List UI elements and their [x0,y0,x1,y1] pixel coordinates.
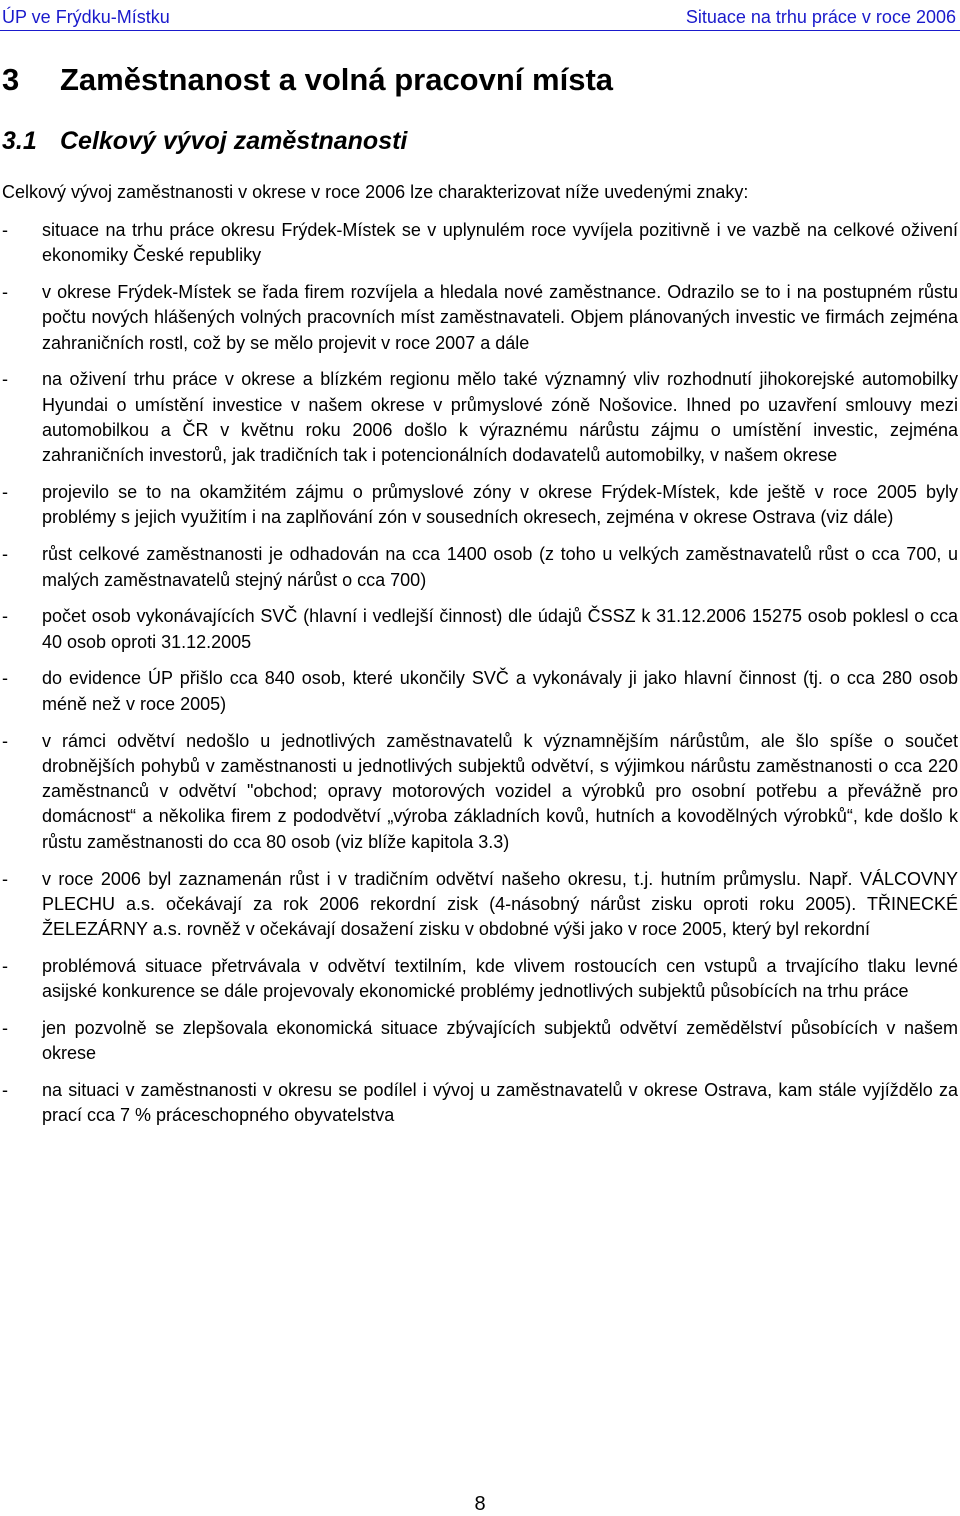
list-item-text: do evidence ÚP přišlo cca 840 osob, které ukončily SVČ a vykonávaly ji jako hlavní činnost (tj. o cca 280 osob méně než v roce 2005) [42,668,958,714]
list-dash: - [2,868,8,889]
list-dash: - [2,544,8,565]
list-dash: - [2,668,8,689]
list-item-text: v rámci odvětví nedošlo u jednotlivých zaměstnavatelů k významnějším nárůstům, ale šlo spíše o součet drobnějších pohybů v zaměstnanosti u jednotlivých subjektů odvětví, s výjimkou nárůstu zaměstnanosti o cca 220 zaměstnanců v odvětví "obchod; opravy motorových vozidel a výrobků pro osobní potřebu a převážně pro domácnost“ a několika firem z pododvětví „výroba základních kovů, hutních a kovodělných výrobků“, kde došlo k růstu zaměstnanosti do cca 80 osob (viz blíže kapitola 3.3) [42,730,958,852]
list-item-text: na situaci v zaměstnanosti v okresu se podílel i vývoj u zaměstnavatelů v okrese Ostrava, kam stále vyjíždělo za prací cca 7 % práceschopného obyvatelstva [42,1080,958,1126]
list-item [0,729,958,855]
list-dash: - [2,606,8,627]
list-item-text: na oživení trhu práce v okrese a blízkém regionu mělo také významný vliv rozhodnutí jihokorejské automobilky Hyundai o umístění investice v našem okrese v průmyslové zóně Nošovice. Ihned po uzavření smlouvy mezi automobilkou a ČR v květnu roku 2006 došlo k výraznému nárůstu zájmu o umístění investic, zejména zahraničních investorů, jak tradičních tak i potencionálních dodavatelů automobilky, v našem okrese [42,369,958,466]
list-item [0,480,958,531]
list-item [0,1078,958,1129]
intro-paragraph: Celkový vývoj zaměstnanosti v okrese v roce 2006 lze charakterizovat níže uvedenými znaky: [2,182,749,202]
list-dash: - [2,730,8,751]
list-item-text: jen pozvolně se zlepšovala ekonomická situace zbývajících subjektů odvětví zemědělství působících v našem okrese [42,1018,958,1064]
list-item [0,542,958,593]
list-dash: - [2,482,8,503]
header-left-text: ÚP ve Frýdku-Místku [2,7,170,27]
list-item [0,367,958,468]
header-right-text: Situace na trhu práce v roce 2006 [685,7,956,27]
subsection-heading [2,124,407,158]
list-item [0,666,958,717]
subsection-number: 3.1 [2,127,37,155]
list-dash: - [2,1080,8,1101]
section-number: 3 [2,62,20,97]
list-item-text: situace na trhu práce okresu Frýdek-Místek se v uplynulém roce vyvíjela pozitivně i ve vazbě na celkové oživení ekonomiky České republiky [42,220,958,266]
list-item [0,867,958,943]
list-dash: - [2,369,8,390]
list-item [0,604,958,655]
list-item-text: problémová situace přetrvávala v odvětví textilním, kde vlivem rostoucích cen vstupů a trvajícího tlaku levné asijské konkurence se dále projevovaly ekonomické problémy jednotlivých subjektů působících na trhu práce [42,955,958,1002]
section-title: Zaměstnanost a volná pracovní místa [60,62,614,97]
list-dash: - [2,282,8,303]
list-item [0,280,958,356]
page-header [0,4,960,31]
list-item-text: růst celkové zaměstnanosti je odhadován na cca 1400 osob (z toho u velkých zaměstnavatelů růst o cca 700, u malých zaměstnavatelů stejný nárůst o cca 700) [42,544,958,590]
list-item-text: počet osob vykonávajících SVČ (hlavní i vedlejší činnost) dle údajů ČSSZ k 31.12.2006 15275 osob poklesl o cca 40 osob oproti 31.12.2005 [42,606,958,652]
list-dash: - [2,220,8,240]
list-item-text: projevilo se to na okamžitém zájmu o průmyslové zóny v okrese Frýdek-Místek, kde ještě v roce 2005 byly problémy s jejich využitím i na zaplňování zón v sousedních okresech, zejména v okrese Ostrava (viz dále) [42,482,958,528]
list-item [0,954,958,1005]
list-item [0,1016,958,1067]
list-item [0,218,958,269]
bullet-list [0,218,958,1140]
list-item-text: v roce 2006 byl zaznamenán růst i v tradičním odvětví našeho okresu, t.j. hutním průmyslu. Např. VÁLCOVNY PLECHU a.s. očekávají za rok 2006 rekordní zisk (4-násobný nárůst zisku oproti roku 2005). TŘINECKÉ ŽELEZÁRNY a.s. rovněž v očekávají dosažení zisku v obdobné výši jako v roce 2005, který byl rekordní [42,868,958,940]
subsection-title: Celkový vývoj zaměstnanosti [60,127,408,155]
list-dash: - [2,1018,8,1039]
page-number: 8 [474,1493,486,1515]
list-item-text: v okrese Frýdek-Místek se řada firem rozvíjela a hledala nové zaměstnance. Odrazilo se to i na postupném růstu počtu nových hlášených volných pracovních míst zaměstnavateli. Objem plánovaných investic ve firmách zejména zahraničních rostl, což by se mělo projevit v roce 2007 a dále [42,282,958,353]
section-heading [2,60,613,100]
list-dash: - [2,955,8,976]
